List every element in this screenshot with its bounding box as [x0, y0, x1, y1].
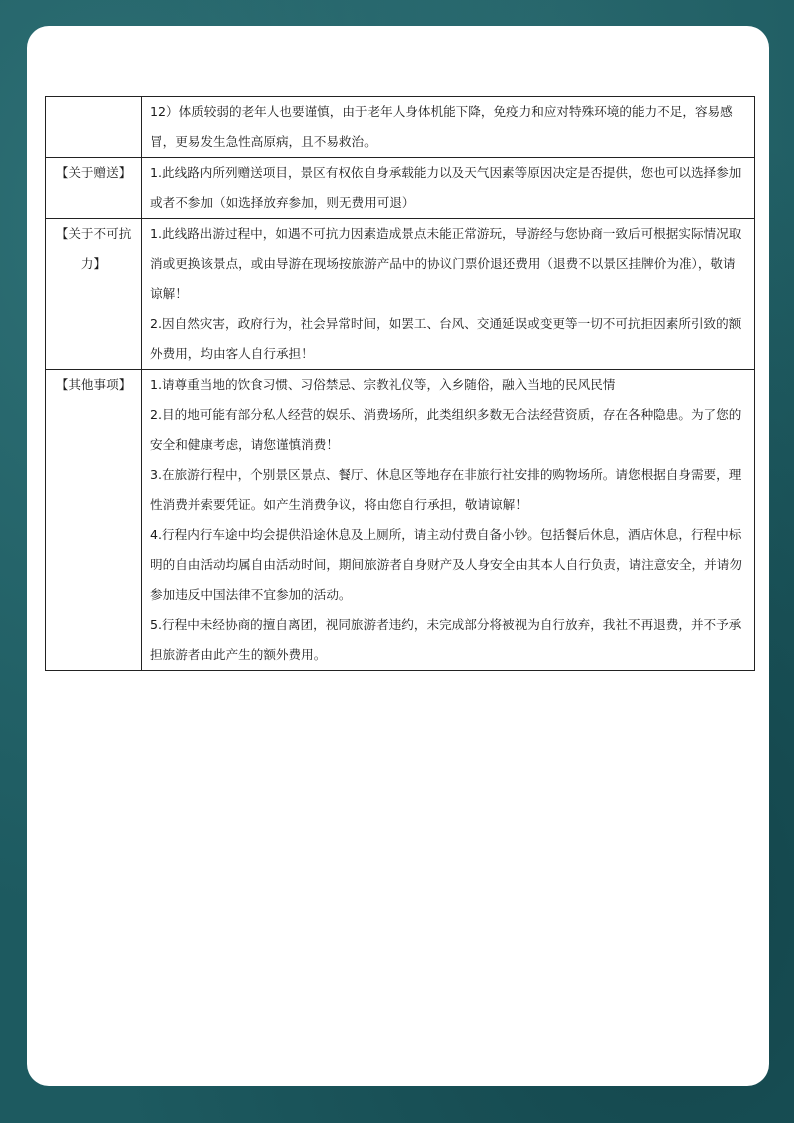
- paragraph: 1.此线路内所列赠送项目，景区有权依自身承载能力以及天气因素等原因决定是否提供，您也可以选择参加或者不参加（如选择放弃参加，则无费用可退）: [150, 165, 742, 210]
- row-content: [142, 97, 755, 158]
- paragraph: 4.行程内行车途中均会提供沿途休息及上厕所，请主动付费自备小钞。包括餐后休息，酒店休息，行程中标明的自由活动均属自由活动时间，期间旅游者自身财产及人身安全由其本人自行负责，请注意安全，并请勿参加违反中国法律不宜参加的活动。: [150, 527, 742, 602]
- table-row: [46, 219, 755, 370]
- paragraph: 2.目的地可能有部分私人经营的娱乐、消费场所，此类组织多数无合法经营资质，存在各种隐患。为了您的安全和健康考虑，请您谨慎消费！: [150, 407, 742, 452]
- table-row: [46, 97, 755, 158]
- table-row: [46, 370, 755, 671]
- row-label: 【关于不可抗力】: [46, 219, 142, 370]
- row-content: [142, 219, 755, 370]
- notes-table: [45, 96, 755, 671]
- row-content: [142, 158, 755, 219]
- paragraph: 5.行程中未经协商的擅自离团，视同旅游者违约，未完成部分将被视为自行放弃，我社不再退费，并不予承担旅游者由此产生的额外费用。: [150, 617, 742, 662]
- table-row: [46, 158, 755, 219]
- paragraph: 1.请尊重当地的饮食习惯、习俗禁忌、宗教礼仪等，入乡随俗，融入当地的民风民情: [150, 377, 616, 392]
- paragraph: 3.在旅游行程中，个别景区景点、餐厅、休息区等地存在非旅行社安排的购物场所。请您根据自身需要，理性消费并索要凭证。如产生消费争议，将由您自行承担，敬请谅解！: [150, 467, 742, 512]
- row-label: [46, 97, 142, 158]
- row-label: 【关于赠送】: [46, 158, 142, 219]
- row-content: [142, 370, 755, 671]
- paragraph: 1.此线路出游过程中，如遇不可抗力因素造成景点未能正常游玩，导游经与您协商一致后可根据实际情况取消或更换该景点，或由导游在现场按旅游产品中的协议门票价退还费用（退费不以景区挂牌价为准），敬请谅解！: [150, 226, 742, 301]
- paragraph: 2.因自然灾害，政府行为，社会异常时间，如罢工、台风、交通延误或变更等一切不可抗拒因素所引致的额外费用，均由客人自行承担！: [150, 316, 742, 361]
- document-page: [27, 26, 769, 1086]
- row-label: 【其他事项】: [46, 370, 142, 671]
- paragraph: 12）体质较弱的老年人也要谨慎，由于老年人身体机能下降，免疫力和应对特殊环境的能力不足，容易感冒，更易发生急性高原病，且不易救治。: [150, 104, 733, 149]
